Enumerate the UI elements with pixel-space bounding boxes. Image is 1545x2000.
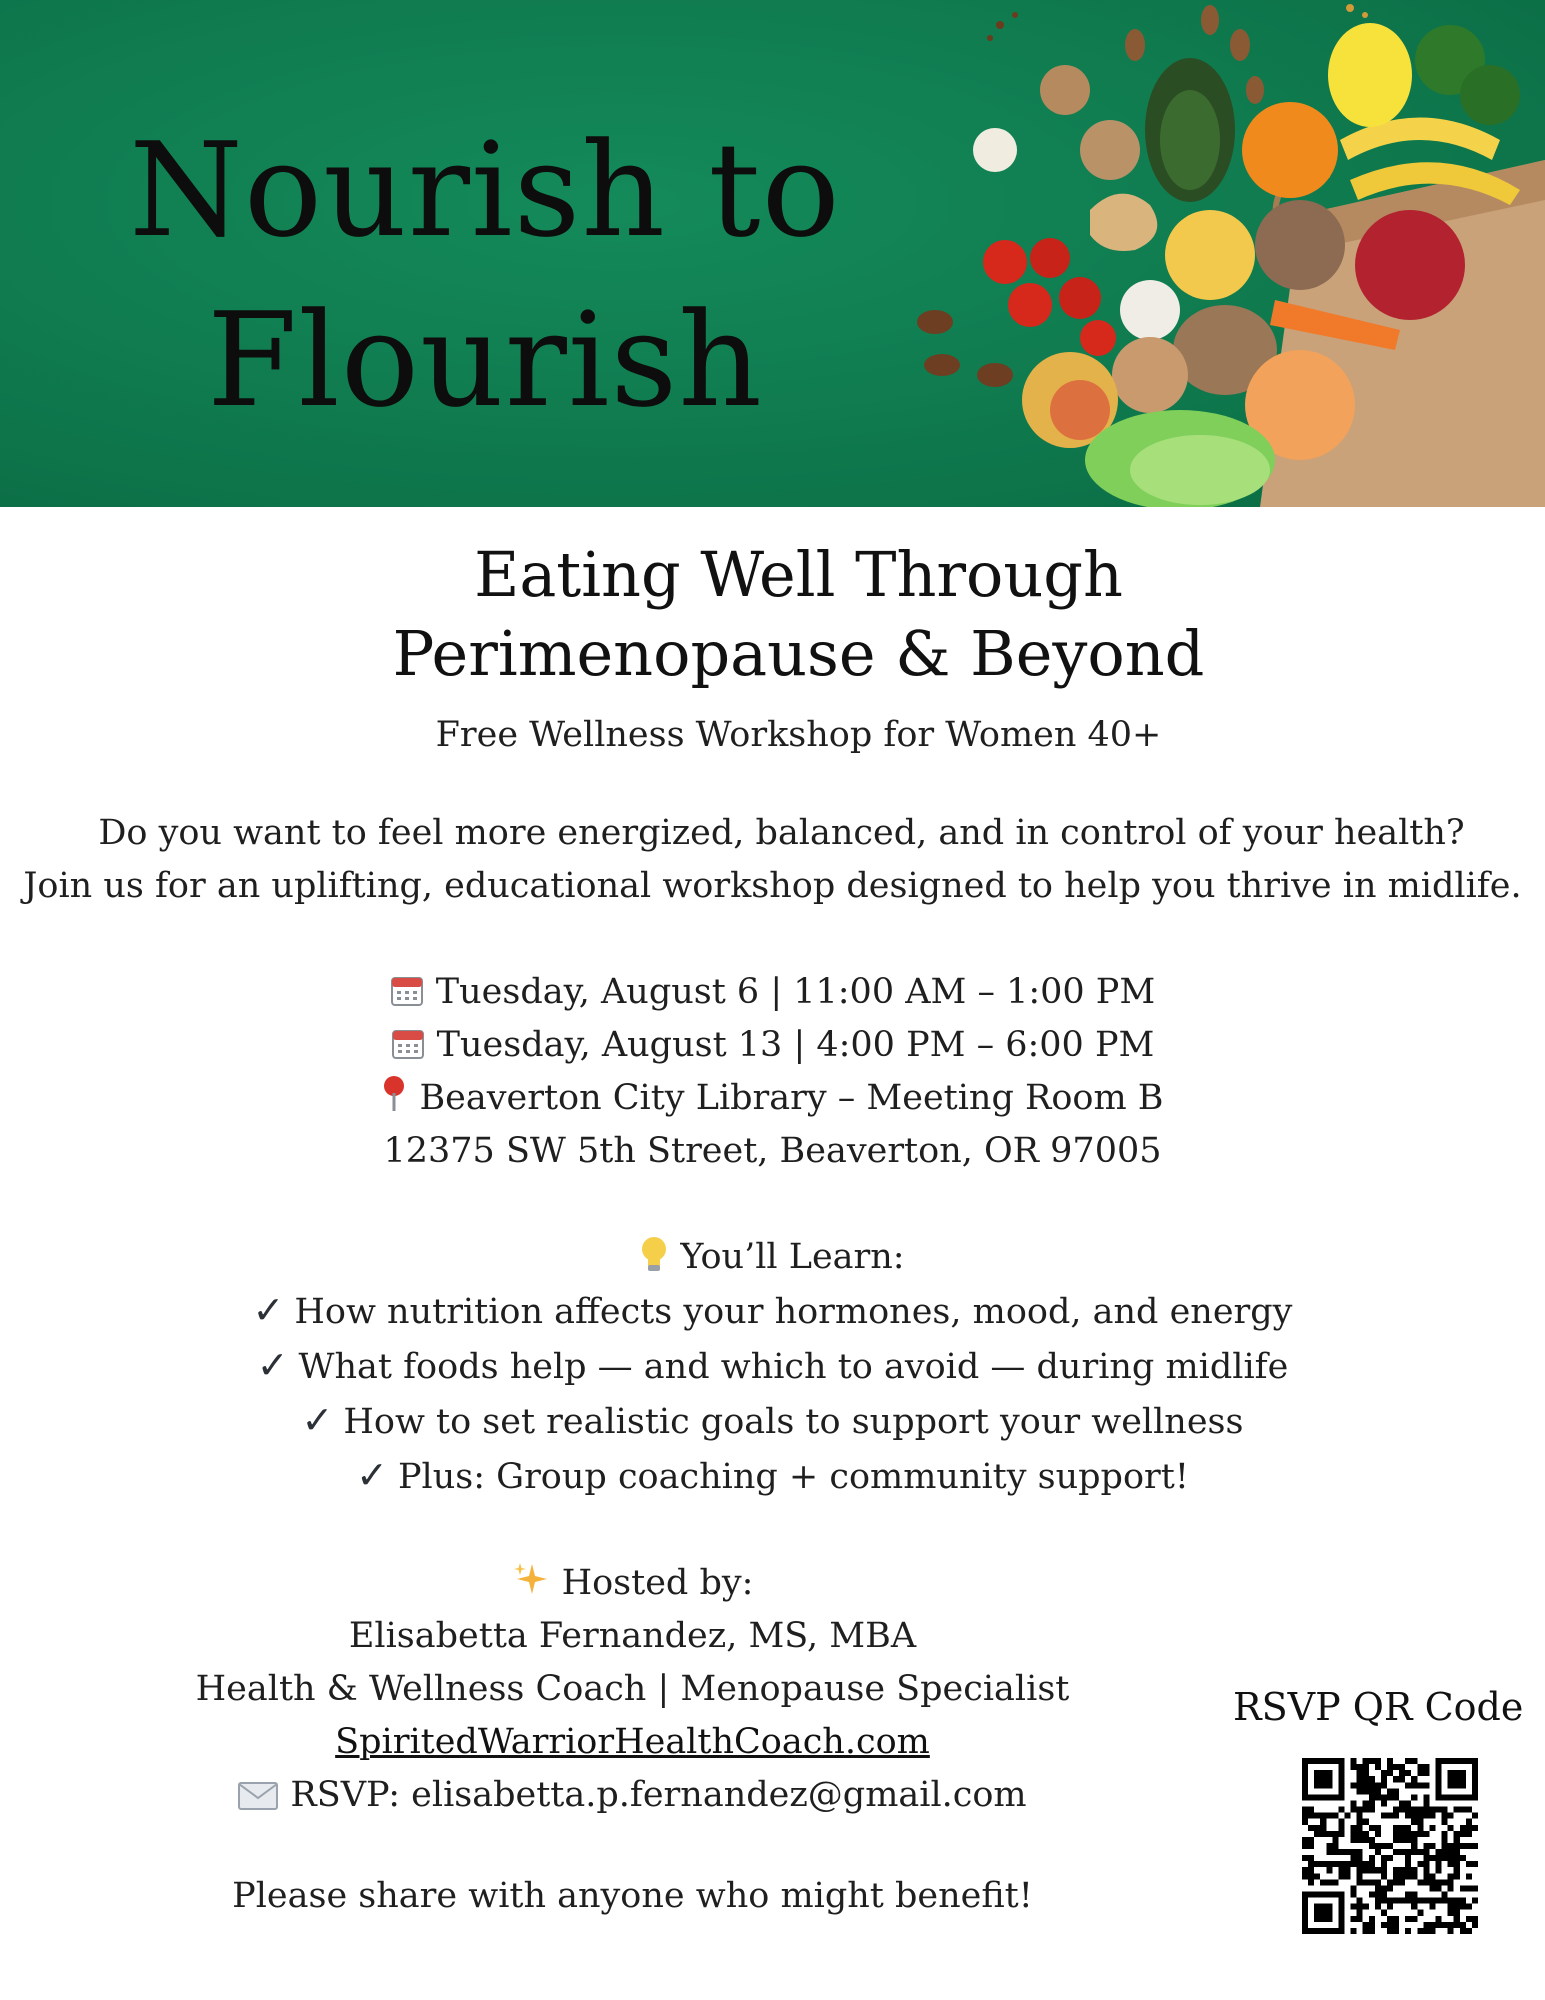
learn-item-text: Plus: Group coaching + community support! [397,1457,1189,1497]
event-location [0,1072,1545,1125]
calendar-icon [390,973,424,1007]
host-name: Elisabetta Fernandez, MS, MBA [348,1616,917,1656]
intro-line-1: Do you want to feel more energized, balanced, and in control of your health? [98,813,1465,853]
learning-outcomes [0,1231,1545,1504]
learn-heading-text: You’ll Learn: [680,1237,905,1277]
calendar-icon [391,1026,425,1060]
learn-item-text: What foods help — and which to avoid — during midlife [298,1347,1289,1387]
checkmark-icon: ✓ [256,1343,289,1387]
produce-grocery-bag-illustration [880,0,1545,507]
learn-item [0,1449,1545,1504]
learn-item [0,1394,1545,1449]
title-line-2: Flourish [207,284,763,436]
event-date-1-text: Tuesday, August 6 | 11:00 AM – 1:00 PM [435,972,1156,1012]
workshop-headline [0,535,1545,693]
checkmark-icon: ✓ [252,1288,285,1332]
learn-item-text: How to set realistic goals to support your wellness [343,1402,1244,1442]
event-location-text: Beaverton City Library – Meeting Room B [419,1078,1164,1118]
host-info [0,1557,1265,1822]
checkmark-icon: ✓ [356,1453,388,1497]
title-line-1: Nourish to [129,114,841,266]
rsvp-qr-code[interactable] [1302,1758,1478,1934]
event-details [0,966,1545,1178]
learn-item-text: How nutrition affects your hormones, mood, and energy [294,1292,1293,1332]
intro-line-2: Join us for an uplifting, educational workshop designed to help you thrive in midlife. [23,866,1522,906]
page-title [100,105,870,445]
lightbulb-icon [640,1236,668,1272]
workshop-tagline: Free Wellness Workshop for Women 40+ [435,715,1162,755]
host-heading-text: Hosted by: [561,1563,754,1603]
event-date-2 [0,1019,1545,1072]
learn-item [0,1284,1545,1339]
rsvp-email [0,1769,1265,1822]
qr-code-label: RSVP QR Code [1233,1685,1524,1729]
learn-heading [0,1231,1545,1284]
event-date-2-text: Tuesday, August 13 | 4:00 PM – 6:00 PM [436,1025,1155,1065]
rsvp-email-text: RSVP: elisabetta.p.fernandez@gmail.com [290,1775,1027,1815]
checkmark-icon: ✓ [301,1398,334,1442]
envelope-icon [238,1782,278,1810]
headline-line-1: Eating Well Through [474,538,1123,611]
share-note: Please share with anyone who might benefit! [232,1876,1033,1916]
header-banner [0,0,1545,507]
map-pin-icon [381,1075,407,1113]
host-website-link[interactable]: SpiritedWarriorHealthCoach.com [335,1722,930,1762]
event-date-1 [0,966,1545,1019]
headline-line-2: Perimenopause & Beyond [392,617,1205,690]
intro-paragraph [0,807,1545,913]
learn-item [0,1339,1545,1394]
event-address: 12375 SW 5th Street, Beaverton, OR 97005 [383,1131,1162,1171]
host-heading [0,1557,1265,1610]
sparkles-icon [512,1560,550,1598]
host-title: Health & Wellness Coach | Menopause Specialist [195,1669,1070,1709]
